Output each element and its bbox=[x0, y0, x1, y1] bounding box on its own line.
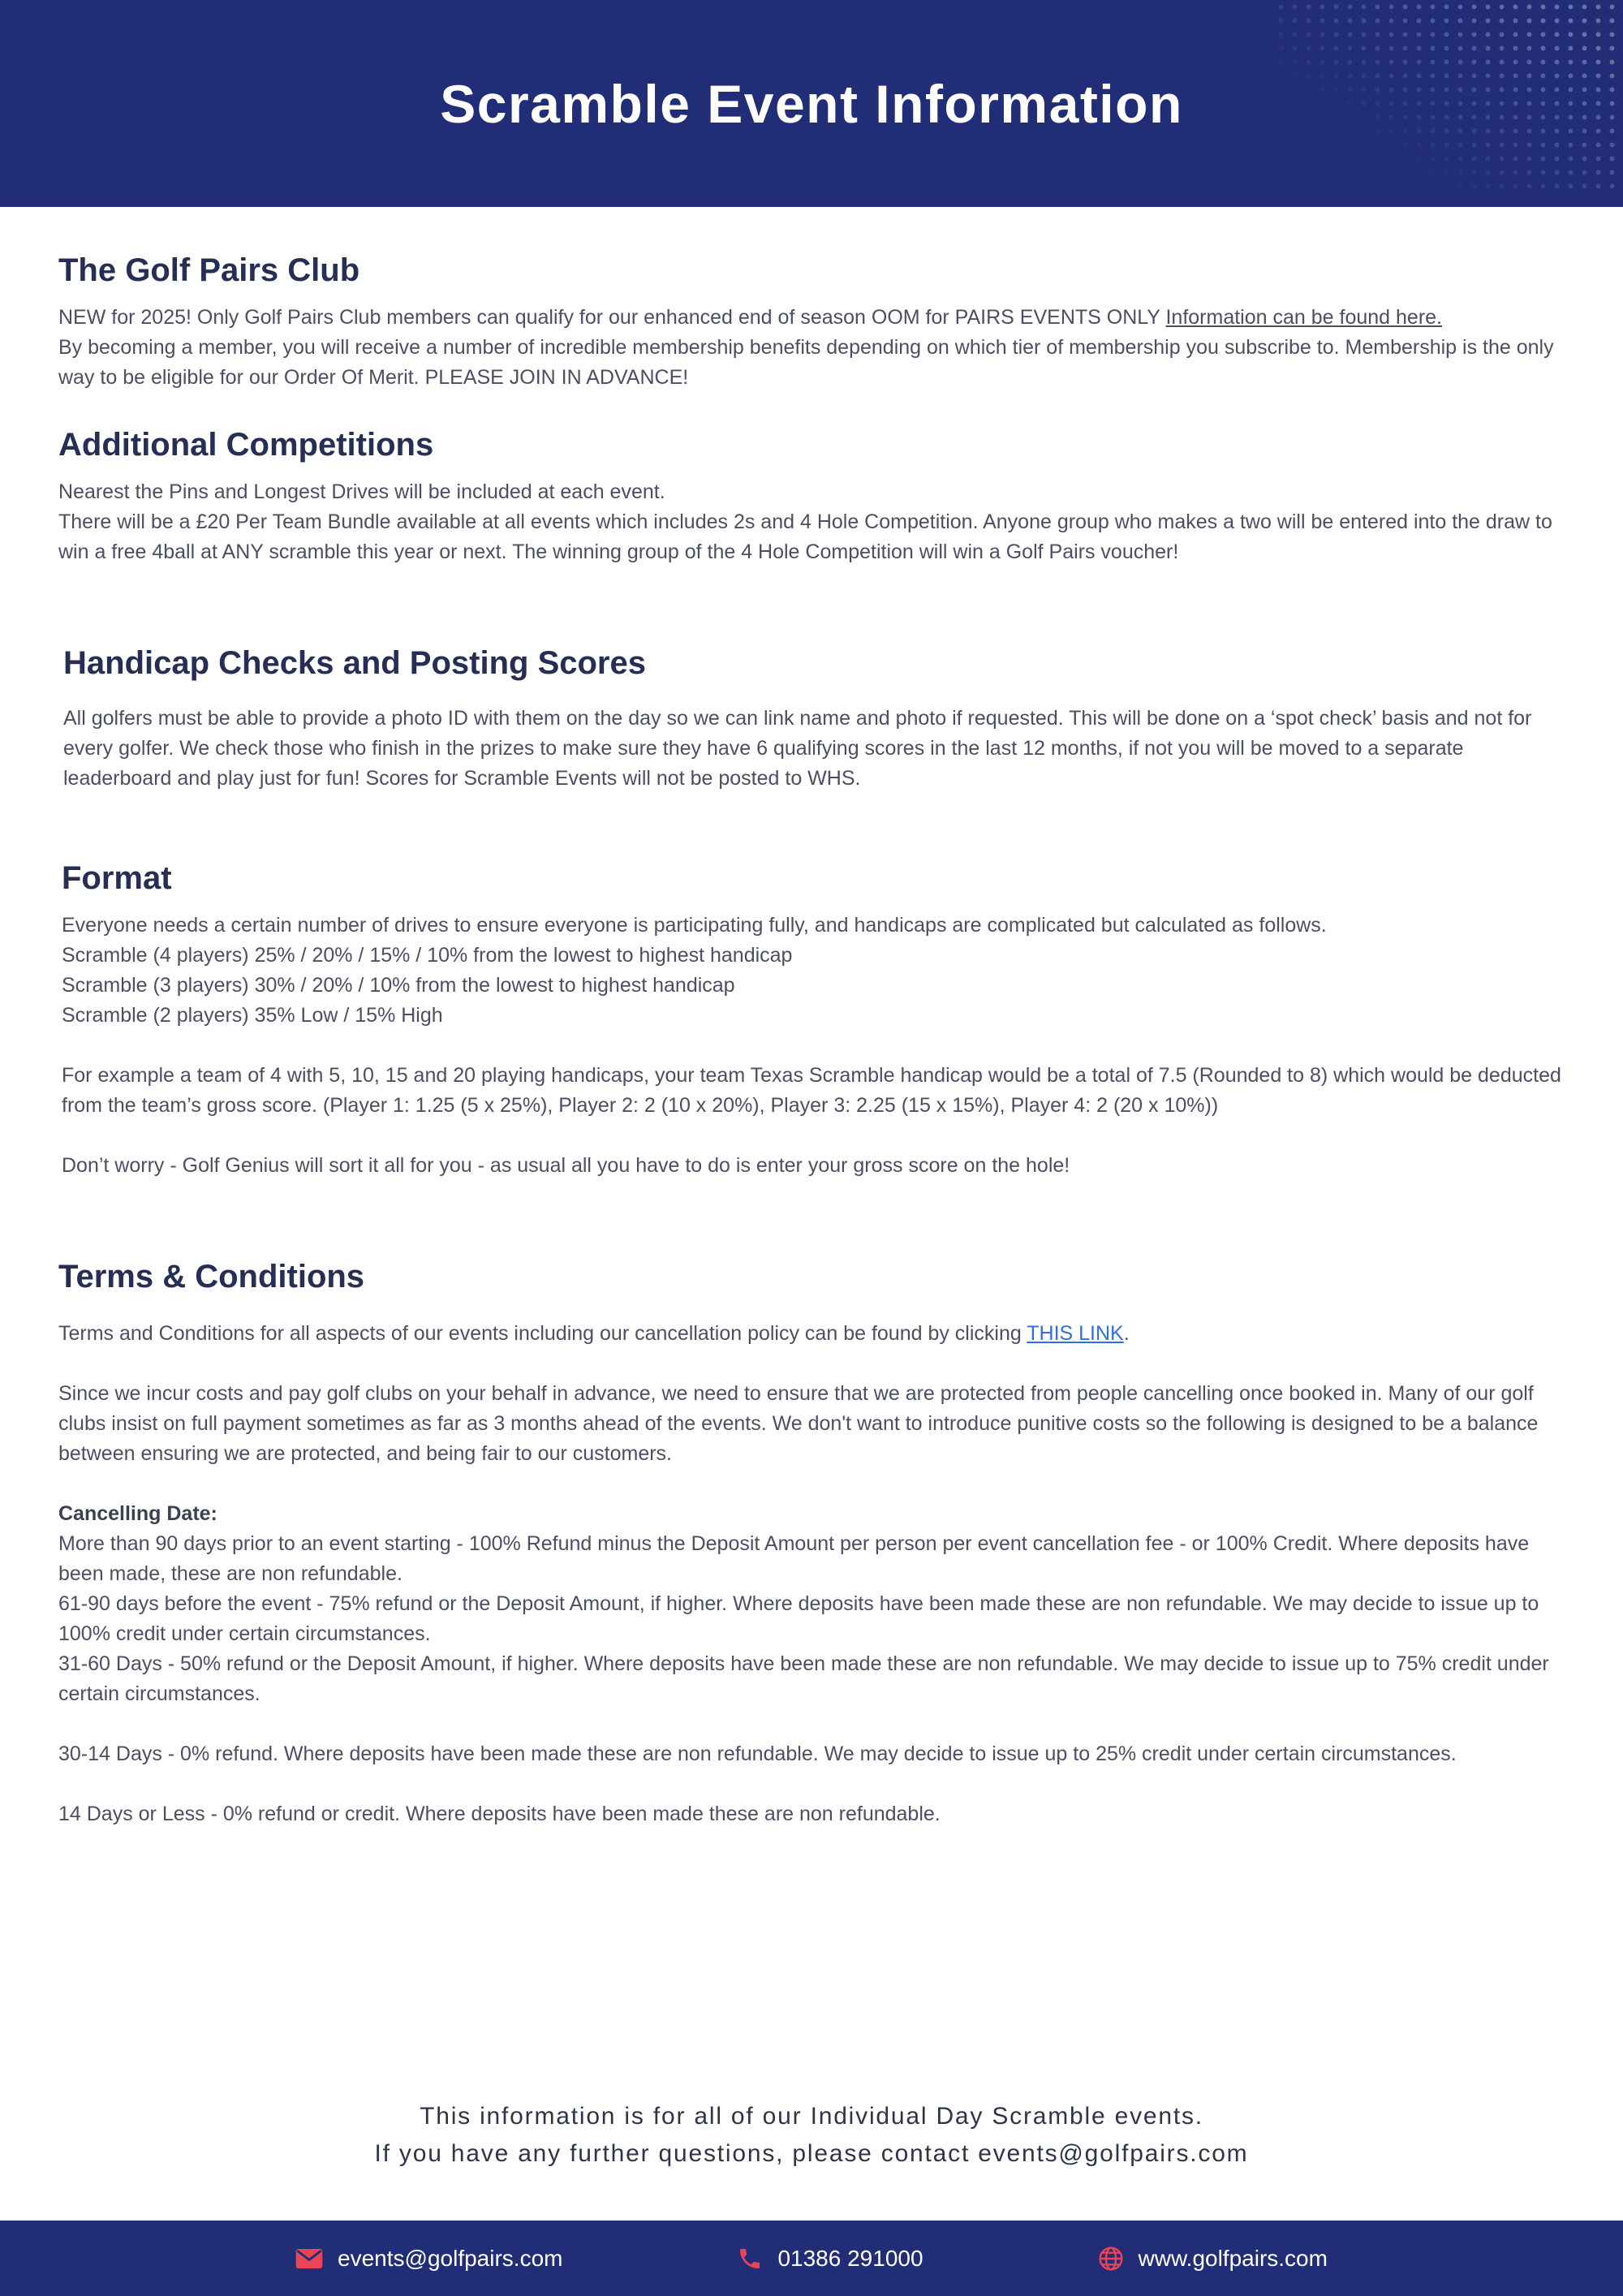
cancellation-item-90-days: More than 90 days prior to an event starting - 100% Refund minus the Deposit Amount per person per event cancellation fee - or 100% Credit. Where deposits have been made, these are non refundable. bbox=[58, 1532, 1530, 1585]
page-title: Scramble Event Information bbox=[440, 73, 1183, 134]
format-heading: Format bbox=[62, 860, 172, 896]
section-format bbox=[58, 859, 1565, 1181]
additional-competitions-heading: Additional Competitions bbox=[58, 427, 434, 463]
section-handicap-checks bbox=[58, 644, 1565, 794]
terms-paragraph-2: Since we incur costs and pay golf clubs on your behalf in advance, we need to ensure that we are protected from people cancelling once booked in. Many of our golf clubs insist on full payment sometimes as far as 3 months ahead of the events. We don't want to introduce punitive costs so the following is designed to be a balance between ensuring we are protected, and being fair to our customers. bbox=[58, 1382, 1539, 1465]
footer-bar bbox=[0, 2221, 1623, 2296]
header-banner bbox=[0, 0, 1623, 207]
phone-icon bbox=[737, 2246, 763, 2272]
club-paragraph-1 bbox=[58, 303, 1565, 333]
club-paragraph-2: By becoming a member, you will receive a number of incredible membership benefits depending on which tier of membership you subscribe to. Membership is the only way to be eligible for our Order Of Merit. PLEASE JOIN IN ADVANCE! bbox=[58, 336, 1554, 389]
golf-pairs-club-heading: The Golf Pairs Club bbox=[58, 252, 360, 288]
format-example: For example a team of 4 with 5, 10, 15 and 20 playing handicaps, your team Texas Scramble handicap would be a total of 7.5 (Rounded to 8) which would be deducted from the team’s gross score. (Player 1: 1.25 (5 x 25%), Player 2: 2 (10 x 20%), Player 3: 2.25 (15 x 15%), Player 4: 2 (20 x 10%)) bbox=[62, 1064, 1561, 1117]
club-intro-text: NEW for 2025! Only Golf Pairs Club members can qualify for our enhanced end of season OOM for PAIRS EVENTS ONLY bbox=[58, 306, 1166, 329]
footer-website-text: www.golfpairs.com bbox=[1138, 2245, 1328, 2271]
format-line-3-players: Scramble (3 players) 30% / 20% / 10% from the lowest to highest handicap bbox=[62, 974, 735, 997]
footer-website-contact[interactable] bbox=[1098, 2246, 1328, 2272]
section-golf-pairs-club bbox=[58, 251, 1565, 393]
cancellation-item-31-60-days: 31-60 Days - 50% refund or the Deposit Amount, if higher. Where deposits have been made these are non refundable. We may decide to issue up to 75% credit under certain circumstances. bbox=[58, 1652, 1549, 1705]
cancellation-item-61-90-days: 61-90 days before the event - 75% refund or the Deposit Amount, if higher. Where deposits have been made these are non refundable. We may decide to issue up to 100% credit under certain circumstances. bbox=[58, 1592, 1539, 1645]
format-note: Don’t worry - Golf Genius will sort it all for you - as usual all you have to do is enter your gross score on the hole! bbox=[62, 1154, 1070, 1177]
terms-conditions-heading: Terms & Conditions bbox=[58, 1259, 365, 1294]
format-line-2-players: Scramble (2 players) 35% Low / 15% High bbox=[62, 1004, 443, 1027]
cancellation-item-14-days-or-less: 14 Days or Less - 0% refund or credit. Where deposits have been made these are non refundable. bbox=[58, 1803, 941, 1825]
terms-intro-suffix: . bbox=[1123, 1322, 1130, 1345]
handicap-paragraph: All golfers must be able to provide a photo ID with them on the day so we can link name and photo if requested. This will be done on a ‘spot check’ basis and not for every golfer. We check those who finish in the prizes to make sure they have 6 qualifying scores in the last 12 months, if not you will be moved to a separate leaderboard and play just for fun! Scores for Scramble Events will not be posted to WHS. bbox=[63, 707, 1532, 790]
terms-intro bbox=[58, 1319, 1565, 1349]
closing-line-2: If you have any further questions, please contact events@golfpairs.com bbox=[374, 2140, 1249, 2167]
email-icon bbox=[295, 2248, 323, 2269]
terms-this-link[interactable]: THIS LINK bbox=[1027, 1322, 1124, 1345]
format-intro: Everyone needs a certain number of drives to ensure everyone is participating fully, and handicaps are complicated but calculated as follows. bbox=[62, 914, 1327, 937]
section-terms-conditions bbox=[58, 1257, 1565, 1829]
cancelling-date-label: Cancelling Date: bbox=[58, 1502, 217, 1525]
terms-intro-text: Terms and Conditions for all aspects of our events including our cancellation policy can be found by clicking bbox=[58, 1322, 1027, 1345]
cancellation-item-30-14-days: 30-14 Days - 0% refund. Where deposits have been made these are non refundable. We may decide to issue up to 25% credit under certain circumstances. bbox=[58, 1742, 1457, 1765]
closing-line-1: This information is for all of our Individual Day Scramble events. bbox=[420, 2103, 1203, 2130]
footer-phone-text: 01386 291000 bbox=[777, 2245, 923, 2271]
competitions-line-1: Nearest the Pins and Longest Drives will be included at each event. bbox=[58, 480, 665, 503]
closing-message bbox=[0, 2098, 1623, 2173]
main-content bbox=[0, 207, 1623, 1829]
footer-email-text: events@golfpairs.com bbox=[338, 2245, 563, 2271]
competitions-paragraph: There will be a £20 Per Team Bundle available at all events which includes 2s and 4 Hole Competition. Anyone group who makes a two will be entered into the draw to win a free 4ball at ANY scramble this year or next. The winning group of the 4 Hole Competition will win a Golf Pairs voucher! bbox=[58, 510, 1552, 563]
handicap-checks-heading: Handicap Checks and Posting Scores bbox=[63, 645, 646, 681]
section-additional-competitions bbox=[58, 425, 1565, 567]
membership-info-link[interactable]: Information can be found here. bbox=[1165, 306, 1442, 329]
format-line-4-players: Scramble (4 players) 25% / 20% / 15% / 10% from the lowest to highest handicap bbox=[62, 944, 793, 967]
footer-phone-contact[interactable] bbox=[737, 2246, 923, 2272]
dot-pattern-decoration bbox=[1274, 0, 1623, 195]
globe-icon bbox=[1098, 2246, 1124, 2272]
footer-email-contact[interactable] bbox=[295, 2246, 562, 2272]
